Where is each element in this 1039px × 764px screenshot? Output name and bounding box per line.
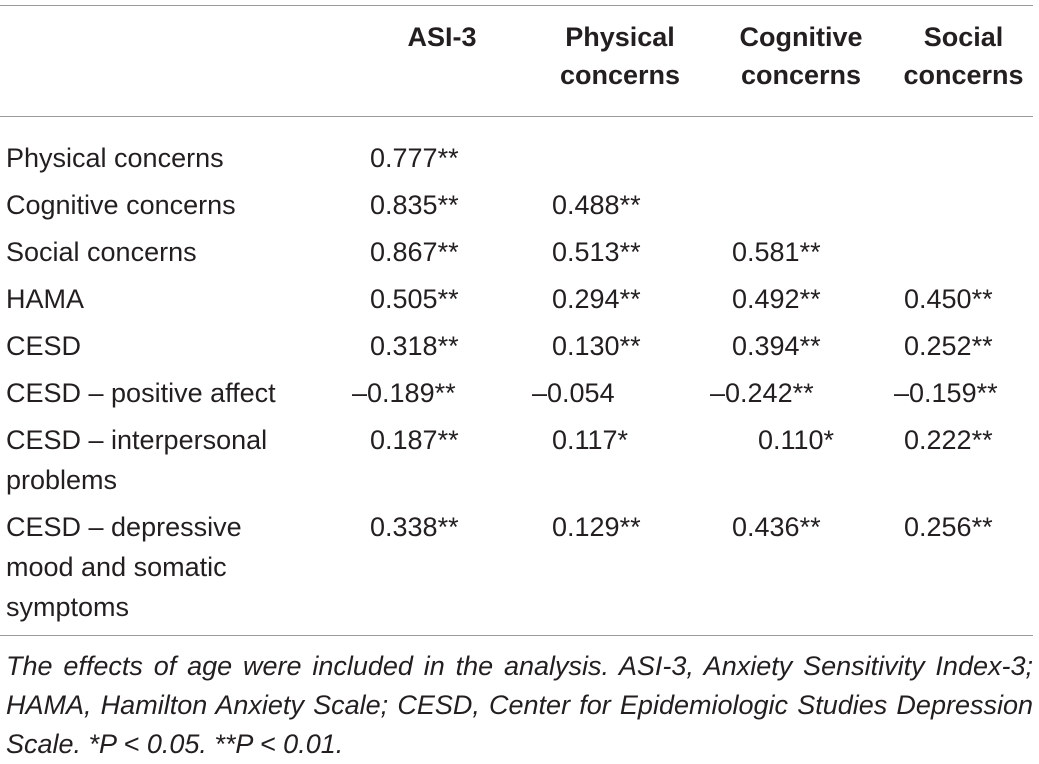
table-row: [0, 319, 1033, 366]
row-label: CESD: [6, 331, 82, 361]
cell-cognitive: 0.581**: [732, 237, 821, 267]
bottom-rule: [0, 635, 1033, 636]
cell-cognitive: 0.492**: [732, 284, 821, 314]
cell-asi3: 0.338**: [370, 512, 459, 542]
cell-cognitive: 0.110*: [758, 425, 835, 455]
header-asi3: [352, 18, 532, 116]
table-row: [0, 366, 1033, 413]
cell-cognitive: 0.394**: [732, 331, 821, 361]
cell-cognitive: 0.436**: [732, 512, 821, 542]
cell-social: 0.256**: [904, 512, 993, 542]
cell-social: 0.222**: [904, 425, 993, 455]
header-cognitive: [708, 18, 894, 116]
cell-social: 0.252**: [904, 331, 993, 361]
cell-cognitive: [708, 116, 894, 178]
header-physical-line2: concerns: [559, 60, 681, 90]
cell-asi3: 0.505**: [370, 284, 459, 314]
cell-asi3: 0.777**: [370, 143, 459, 173]
row-label: Social concerns: [6, 237, 197, 267]
cell-physical: –0.054: [532, 378, 615, 408]
header-cognitive-line1: Cognitive: [739, 22, 863, 52]
cell-cognitive: –0.242**: [710, 378, 814, 408]
row-label: Cognitive concerns: [6, 190, 236, 220]
row-label: Physical concerns: [6, 143, 224, 173]
cell-physical: 0.513**: [552, 237, 641, 267]
table-row: [0, 116, 1033, 178]
cell-asi3: 0.835**: [370, 190, 459, 220]
correlation-table: [0, 18, 1033, 627]
header-row: [0, 18, 1033, 116]
cell-social: 0.450**: [904, 284, 993, 314]
row-label: CESD – interpersonal problems: [6, 425, 268, 495]
header-cognitive-line2: concerns: [740, 60, 862, 90]
header-social-line2: concerns: [903, 60, 1024, 90]
cell-asi3: 0.318**: [370, 331, 459, 361]
cell-physical: 0.129**: [552, 512, 641, 542]
header-empty: [0, 18, 352, 116]
header-social-line1: Social: [923, 22, 1004, 52]
cell-asi3: 0.187**: [370, 425, 459, 455]
cell-physical: [532, 116, 708, 178]
cell-social: [894, 178, 1033, 225]
header-physical: [532, 18, 708, 116]
cell-physical: 0.294**: [552, 284, 641, 314]
cell-asi3: –0.189**: [352, 378, 456, 408]
top-rule: [0, 5, 1033, 6]
cell-social: –0.159**: [894, 378, 998, 408]
cell-physical: 0.488**: [552, 190, 641, 220]
header-social: [894, 18, 1033, 116]
table-row: [0, 413, 1033, 500]
table-row: [0, 225, 1033, 272]
header-physical-line1: Physical: [565, 22, 675, 52]
row-label: CESD – positive affect: [6, 378, 276, 408]
cell-physical: 0.130**: [552, 331, 641, 361]
header-rule: [0, 116, 1033, 117]
table-row: [0, 500, 1033, 627]
cell-social: [894, 225, 1033, 272]
cell-physical: 0.117*: [552, 425, 629, 455]
table-row: [0, 178, 1033, 225]
row-label: HAMA: [6, 284, 85, 314]
cell-asi3: 0.867**: [370, 237, 459, 267]
cell-social: [894, 116, 1033, 178]
table-row: [0, 272, 1033, 319]
row-label: CESD – depressive mood and somatic symptoms: [6, 512, 242, 622]
cell-cognitive: [708, 178, 894, 225]
header-asi3-line1: ASI-3: [407, 22, 477, 52]
table-footnote: The effects of age were included in the analysis. ASI-3, Anxiety Sensitivity Index-3; HAMA, Hamilton Anxiety Scale; CESD, Center for Epidemiologic Studies Depression Scale. *P < 0.05. **P < 0.01.: [6, 651, 1033, 759]
